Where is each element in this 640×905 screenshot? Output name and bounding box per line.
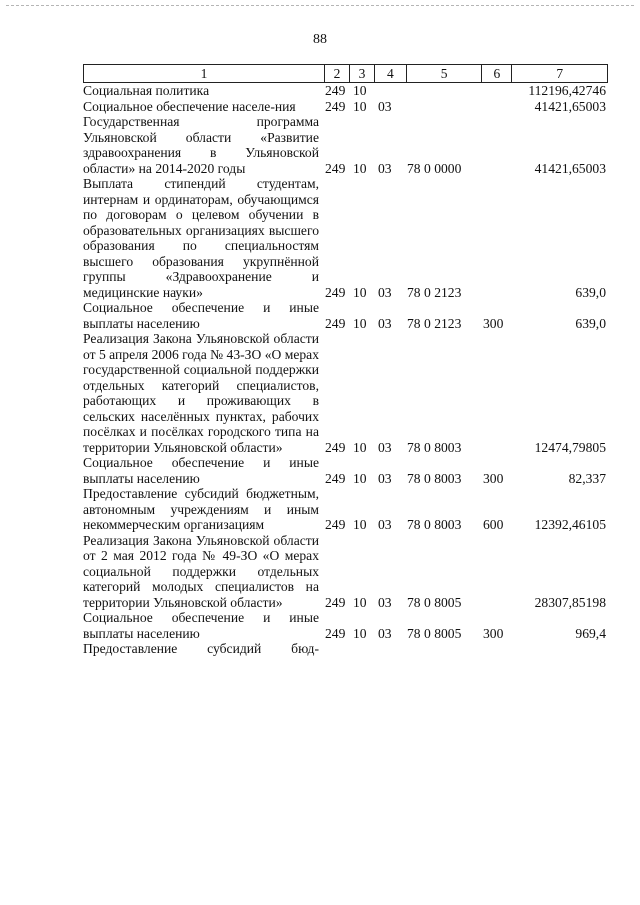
row-amount: 41421,65003 xyxy=(534,98,606,114)
row-amount: 28307,85198 xyxy=(534,594,606,610)
row-ministry-code: 249 xyxy=(325,517,346,532)
column-header-6: 6 xyxy=(482,65,512,82)
row-description: Реализация Закона Ульяновской области от 2 мая 2012 года № 49-ЗО «О мерах социальной поддержки отдельных категорий молодых специалистов на территории Ульяновской области» xyxy=(83,532,319,610)
column-header-5: 5 xyxy=(407,65,483,82)
row-description: Социальная политика xyxy=(83,83,210,98)
table-row xyxy=(83,300,608,331)
row-expense-type: 300 xyxy=(483,625,504,641)
row-amount: 41421,65003 xyxy=(534,160,606,176)
row-subsection-code: 03 xyxy=(378,625,392,641)
table-row xyxy=(83,610,608,641)
table-row xyxy=(83,533,608,611)
row-subsection-code: 03 xyxy=(378,284,392,300)
row-target-article: 78 0 8003 xyxy=(407,470,462,486)
row-target-article: 78 0 8005 xyxy=(407,594,462,610)
row-expense-type: 300 xyxy=(483,470,504,486)
row-amount: 639,0 xyxy=(575,284,606,300)
row-section-code: 10 xyxy=(353,625,367,641)
row-subsection-code: 03 xyxy=(378,439,392,455)
row-amount: 639,0 xyxy=(575,315,606,331)
row-description: Предоставление субсидий бюд- xyxy=(83,641,319,656)
row-amount: 82,337 xyxy=(568,470,606,486)
row-ministry-code: 249 xyxy=(325,470,346,486)
row-subsection-code: 03 xyxy=(378,594,392,610)
row-ministry-code: 249 xyxy=(325,594,346,610)
row-section-code: 10 xyxy=(353,98,367,114)
row-section-code: 10 xyxy=(353,594,367,610)
column-header-2: 2 xyxy=(325,65,350,82)
row-ministry-code: 249 xyxy=(325,98,346,114)
row-description: Государственная программа Ульяновской области «Развитие здравоохранения в Ульяновской области» на 2014-2020 годы xyxy=(83,114,319,176)
page-number: 88 xyxy=(313,32,327,47)
row-description: Социальное обеспечение и иные выплаты населению xyxy=(83,610,319,641)
table-header-row xyxy=(83,64,608,83)
row-target-article: 78 0 8005 xyxy=(407,625,462,641)
row-description: Предоставление субсидий бюджетным, автономным учреждениям и иным некоммерческим организациям xyxy=(83,486,319,532)
row-section-code: 10 xyxy=(353,439,367,455)
table-row xyxy=(83,99,608,115)
row-amount: 12392,46105 xyxy=(534,517,606,532)
table-row xyxy=(83,331,608,455)
column-header-1: 1 xyxy=(84,65,325,82)
scan-top-edge xyxy=(6,5,634,6)
row-description: Выплата стипендий студентам, интернам и ординаторам, обучающимся по договорам о целевом обучении в образовательных организациях высшего образования по специальностям высшего образования укрупнённой группы «Здравоохранение и медицинские науки» xyxy=(83,176,319,300)
column-header-3: 3 xyxy=(350,65,375,82)
row-ministry-code: 249 xyxy=(325,625,346,641)
row-amount: 112196,42746 xyxy=(528,83,606,98)
row-target-article: 78 0 0000 xyxy=(407,160,462,176)
row-section-code: 10 xyxy=(353,517,367,532)
row-target-article: 78 0 2123 xyxy=(407,284,462,300)
row-subsection-code: 03 xyxy=(378,160,392,176)
row-target-article: 78 0 2123 xyxy=(407,315,462,331)
row-section-code: 10 xyxy=(353,284,367,300)
table-row xyxy=(83,486,608,533)
row-section-code: 10 xyxy=(353,83,367,98)
row-description: Социальное обеспечение и иные выплаты населению xyxy=(83,300,319,331)
column-header-4: 4 xyxy=(375,65,407,82)
row-subsection-code: 03 xyxy=(378,98,392,114)
row-subsection-code: 03 xyxy=(378,315,392,331)
table-row xyxy=(83,641,608,657)
row-amount: 969,4 xyxy=(575,625,606,641)
row-subsection-code: 03 xyxy=(378,470,392,486)
row-ministry-code: 249 xyxy=(325,284,346,300)
row-target-article: 78 0 8003 xyxy=(407,517,462,532)
column-header-7: 7 xyxy=(556,66,564,81)
row-ministry-code: 249 xyxy=(325,160,346,176)
row-amount: 12474,79805 xyxy=(534,439,606,455)
row-target-article: 78 0 8003 xyxy=(407,439,462,455)
budget-table xyxy=(83,64,608,657)
row-section-code: 10 xyxy=(353,315,367,331)
row-ministry-code: 249 xyxy=(325,315,346,331)
row-expense-type: 300 xyxy=(483,315,504,331)
row-subsection-code: 03 xyxy=(378,517,392,532)
table-row xyxy=(83,455,608,486)
row-ministry-code: 249 xyxy=(325,83,346,98)
row-description: Социальное обеспечение и иные выплаты населению xyxy=(83,455,319,486)
row-section-code: 10 xyxy=(353,160,367,176)
row-description: Социальное обеспечение населе-ния xyxy=(83,98,296,114)
table-row xyxy=(83,114,608,176)
table-row xyxy=(83,83,608,99)
row-section-code: 10 xyxy=(353,470,367,486)
table-row xyxy=(83,176,608,300)
row-expense-type: 600 xyxy=(483,517,504,532)
row-description: Реализация Закона Ульяновской области от 5 апреля 2006 года № 43-ЗО «О мерах государственной социальной поддержки отдельных категорий специалистов, работающих и проживающих в сельских населённых пунктах, рабочих посёлках и посёлках городского типа на территории Ульяновской области» xyxy=(83,331,319,455)
row-ministry-code: 249 xyxy=(325,439,346,455)
